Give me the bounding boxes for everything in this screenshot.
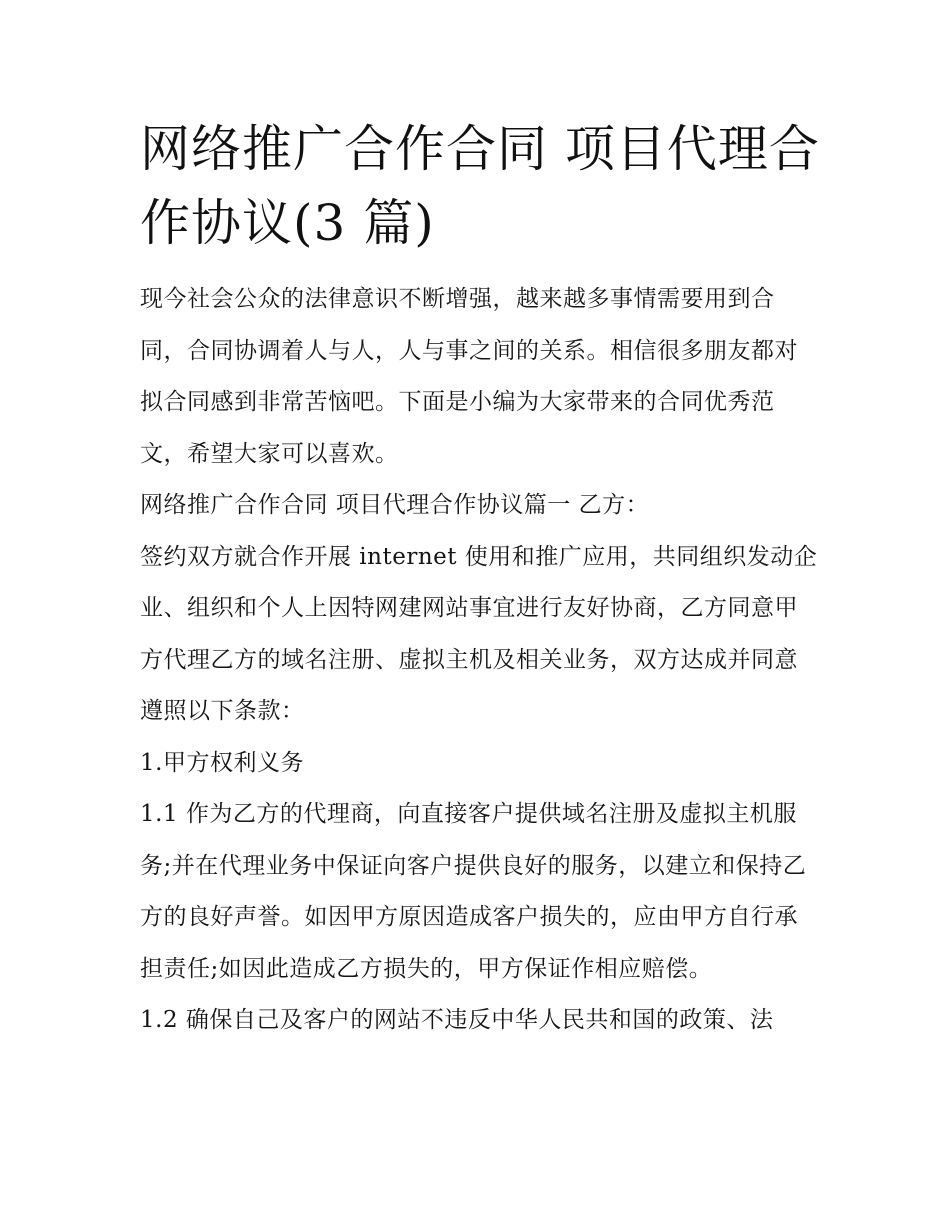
clause-heading-1: 1.甲方权利义务 — [140, 749, 304, 776]
agreement-preamble-paragraph: 签约双方就合作开展 internet 使用和推广应用，共同组织发动企业、组织和个人上因特网建网站事宜进行友好协商，乙方同意甲方代理乙方的域名注册、虚拟主机及相关业务，双方达成并同意遵照以下条款： — [140, 543, 818, 724]
clause-1-1-paragraph: 1.1 作为乙方的代理商，向直接客户提供域名注册及虚拟主机服务;并在代理业务中保证向客户提供良好的服务，以建立和保持乙方的良好声誉。如因甲方原因造成客户损失的，应由甲方自行承担责任;如因此造成乙方损失的，甲方保证作相应赔偿。 — [140, 801, 807, 982]
clause-1-2-paragraph: 1.2 确保自己及客户的网站不违反中华人民共和国的政策、法 — [140, 1007, 774, 1033]
document-title: 网络推广合作合同 项目代理合作协议(3 篇) — [140, 120, 820, 252]
section-heading-part-one: 网络推广合作合同 项目代理合作协议篇一 乙方： — [140, 492, 650, 518]
document-body — [140, 112, 820, 1047]
intro-paragraph: 现今社会公众的法律意识不断增强，越来越多事情需要用到合同，合同协调着人与人，人与事之间的关系。相信很多朋友都对拟合同感到非常苦恼吧。下面是小编为大家带来的合同优秀范文，希望大家可以喜欢。 — [140, 286, 798, 467]
